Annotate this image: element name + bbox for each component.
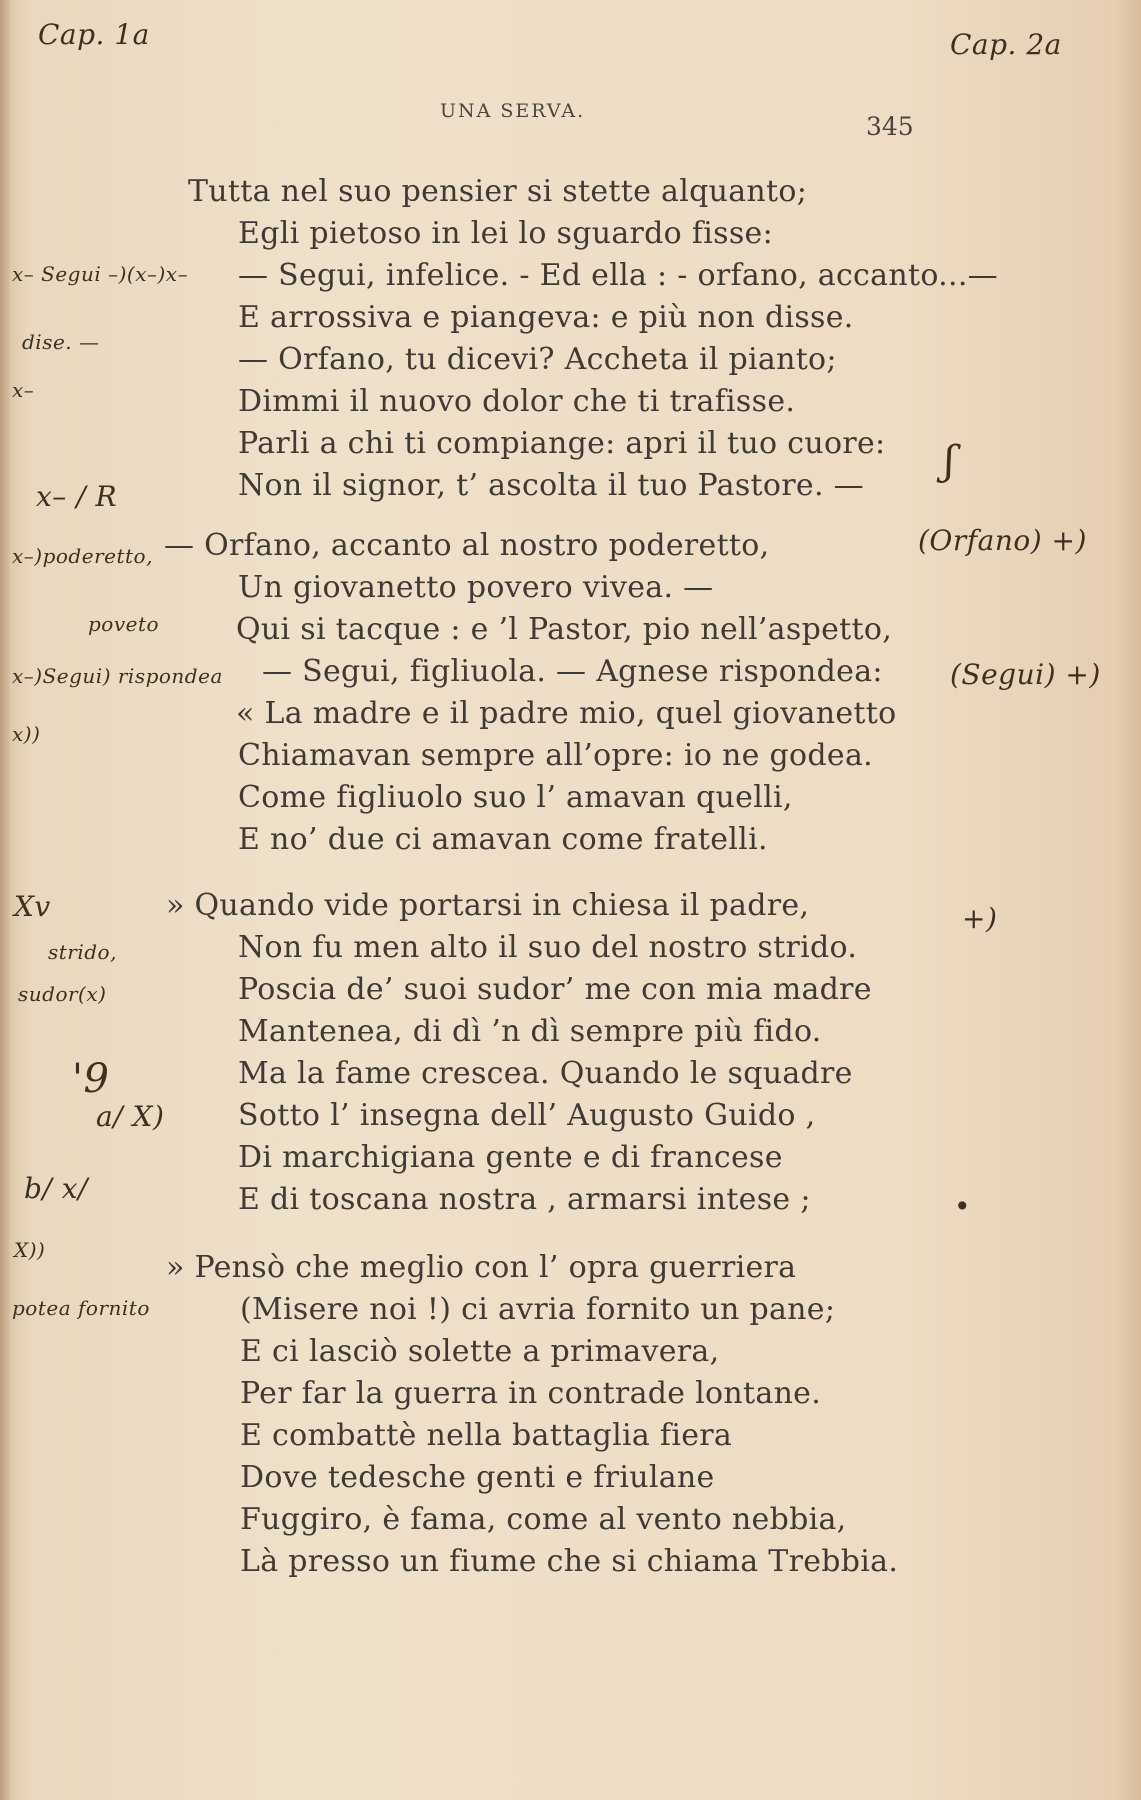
poem-line: — Segui, figliuola. — Agnese rispondea:: [262, 654, 883, 689]
annotation-margin: x– / R: [36, 480, 118, 513]
poem-line: Come figliuolo suo l’ amavan quelli,: [238, 780, 793, 815]
poem-line: Là presso un fiume che si chiama Trebbia.: [240, 1544, 899, 1579]
annotation-top-right: Cap. 2a: [950, 28, 1062, 61]
annotation-right: +): [962, 902, 998, 935]
poem-line: Qui si tacque : e ’l Pastor, pio nell’aspetto,: [236, 612, 893, 647]
poem-line: Non fu men alto il suo del nostro strido.: [238, 930, 858, 965]
annotation-right: ʃ: [944, 438, 956, 484]
poem-line: E di toscana nostra , armarsi intese ;: [238, 1182, 811, 1217]
annotation-margin: Xv: [14, 890, 51, 923]
annotation-margin: x)): [12, 722, 41, 746]
annotation-margin: b/ x/: [24, 1172, 88, 1205]
poem-line: Parli a chi ti compiange: apri il tuo cuore:: [238, 426, 886, 461]
poem-line: Tutta nel suo pensier si stette alquanto;: [188, 174, 808, 209]
poem-line: — Segui, infelice. - Ed ella : - orfano, accanto...—: [238, 258, 998, 293]
annotation-margin: X)): [14, 1238, 46, 1262]
annotation-margin: x–)poderetto,: [12, 544, 153, 568]
poem-line: Di marchigiana gente e di francese: [238, 1140, 783, 1175]
poem-line: Chiamavan sempre all’opre: io ne godea.: [238, 738, 873, 773]
poem-line: Un giovanetto povero vivea. —: [238, 570, 714, 605]
running-head: UNA SERVA.: [440, 100, 586, 122]
poem-line: Dimmi il nuovo dolor che ti trafisse.: [238, 384, 796, 419]
poem-line: — Orfano, accanto al nostro poderetto,: [164, 528, 770, 563]
annotation-margin: poveto: [88, 612, 160, 636]
poem-line: E arrossiva e piangeva: e più non disse.: [238, 300, 854, 335]
annotation-right: (Orfano) +): [918, 524, 1087, 557]
page-right-edge: [1115, 0, 1141, 1800]
poem-line: Per far la guerra in contrade lontane.: [240, 1376, 822, 1411]
poem-line: Dove tedesche genti e friulane: [240, 1460, 715, 1495]
poem-line: Sotto l’ insegna dell’ Augusto Guido ,: [238, 1098, 816, 1133]
poem-line: Fuggiro, è fama, come al vento nebbia,: [240, 1502, 847, 1537]
annotation-margin: x–: [12, 378, 35, 402]
annotation-right: •: [954, 1190, 972, 1223]
poem-line: E no’ due ci amavan come fratelli.: [238, 822, 768, 857]
poem-line: Mantenea, di dì ’n dì sempre più fido.: [238, 1014, 822, 1049]
page-left-edge: [0, 0, 10, 1800]
annotation-margin: sudor(x): [18, 982, 107, 1006]
poem-line: Non il signor, t’ ascolta il tuo Pastore. —: [238, 468, 864, 503]
page-number: 345: [866, 112, 914, 141]
poem-line: Poscia de’ suoi sudor’ me con mia madre: [238, 972, 872, 1007]
poem-line: Ma la fame crescea. Quando le squadre: [238, 1056, 853, 1091]
annotation-right: (Segui) +): [950, 658, 1101, 691]
poem-line: E ci lasciò solette a primavera,: [240, 1334, 720, 1369]
poem-line: » Pensò che meglio con l’ opra guerriera: [166, 1250, 797, 1285]
annotation-margin: '9: [72, 1056, 110, 1102]
poem-line: — Orfano, tu dicevi? Accheta il pianto;: [238, 342, 837, 377]
annotation-margin: x–)Segui) rispondea: [12, 664, 223, 688]
annotation-margin: x– Segui –)(x–)x–: [12, 262, 189, 286]
poem-line: » Quando vide portarsi in chiesa il padre,: [166, 888, 810, 923]
annotation-margin: dise. —: [22, 330, 100, 354]
poem-line: « La madre e il padre mio, quel giovanetto: [236, 696, 897, 731]
poem-line: Egli pietoso in lei lo sguardo fisse:: [238, 216, 774, 251]
annotation-margin: strido,: [48, 940, 117, 964]
annotation-margin: a/ X): [96, 1100, 165, 1133]
annotation-top-left: Cap. 1a: [38, 18, 150, 51]
annotation-margin: potea fornito: [12, 1296, 150, 1320]
poem-line: E combattè nella battaglia fiera: [240, 1418, 733, 1453]
poem-line: (Misere noi !) ci avria fornito un pane;: [240, 1292, 836, 1327]
